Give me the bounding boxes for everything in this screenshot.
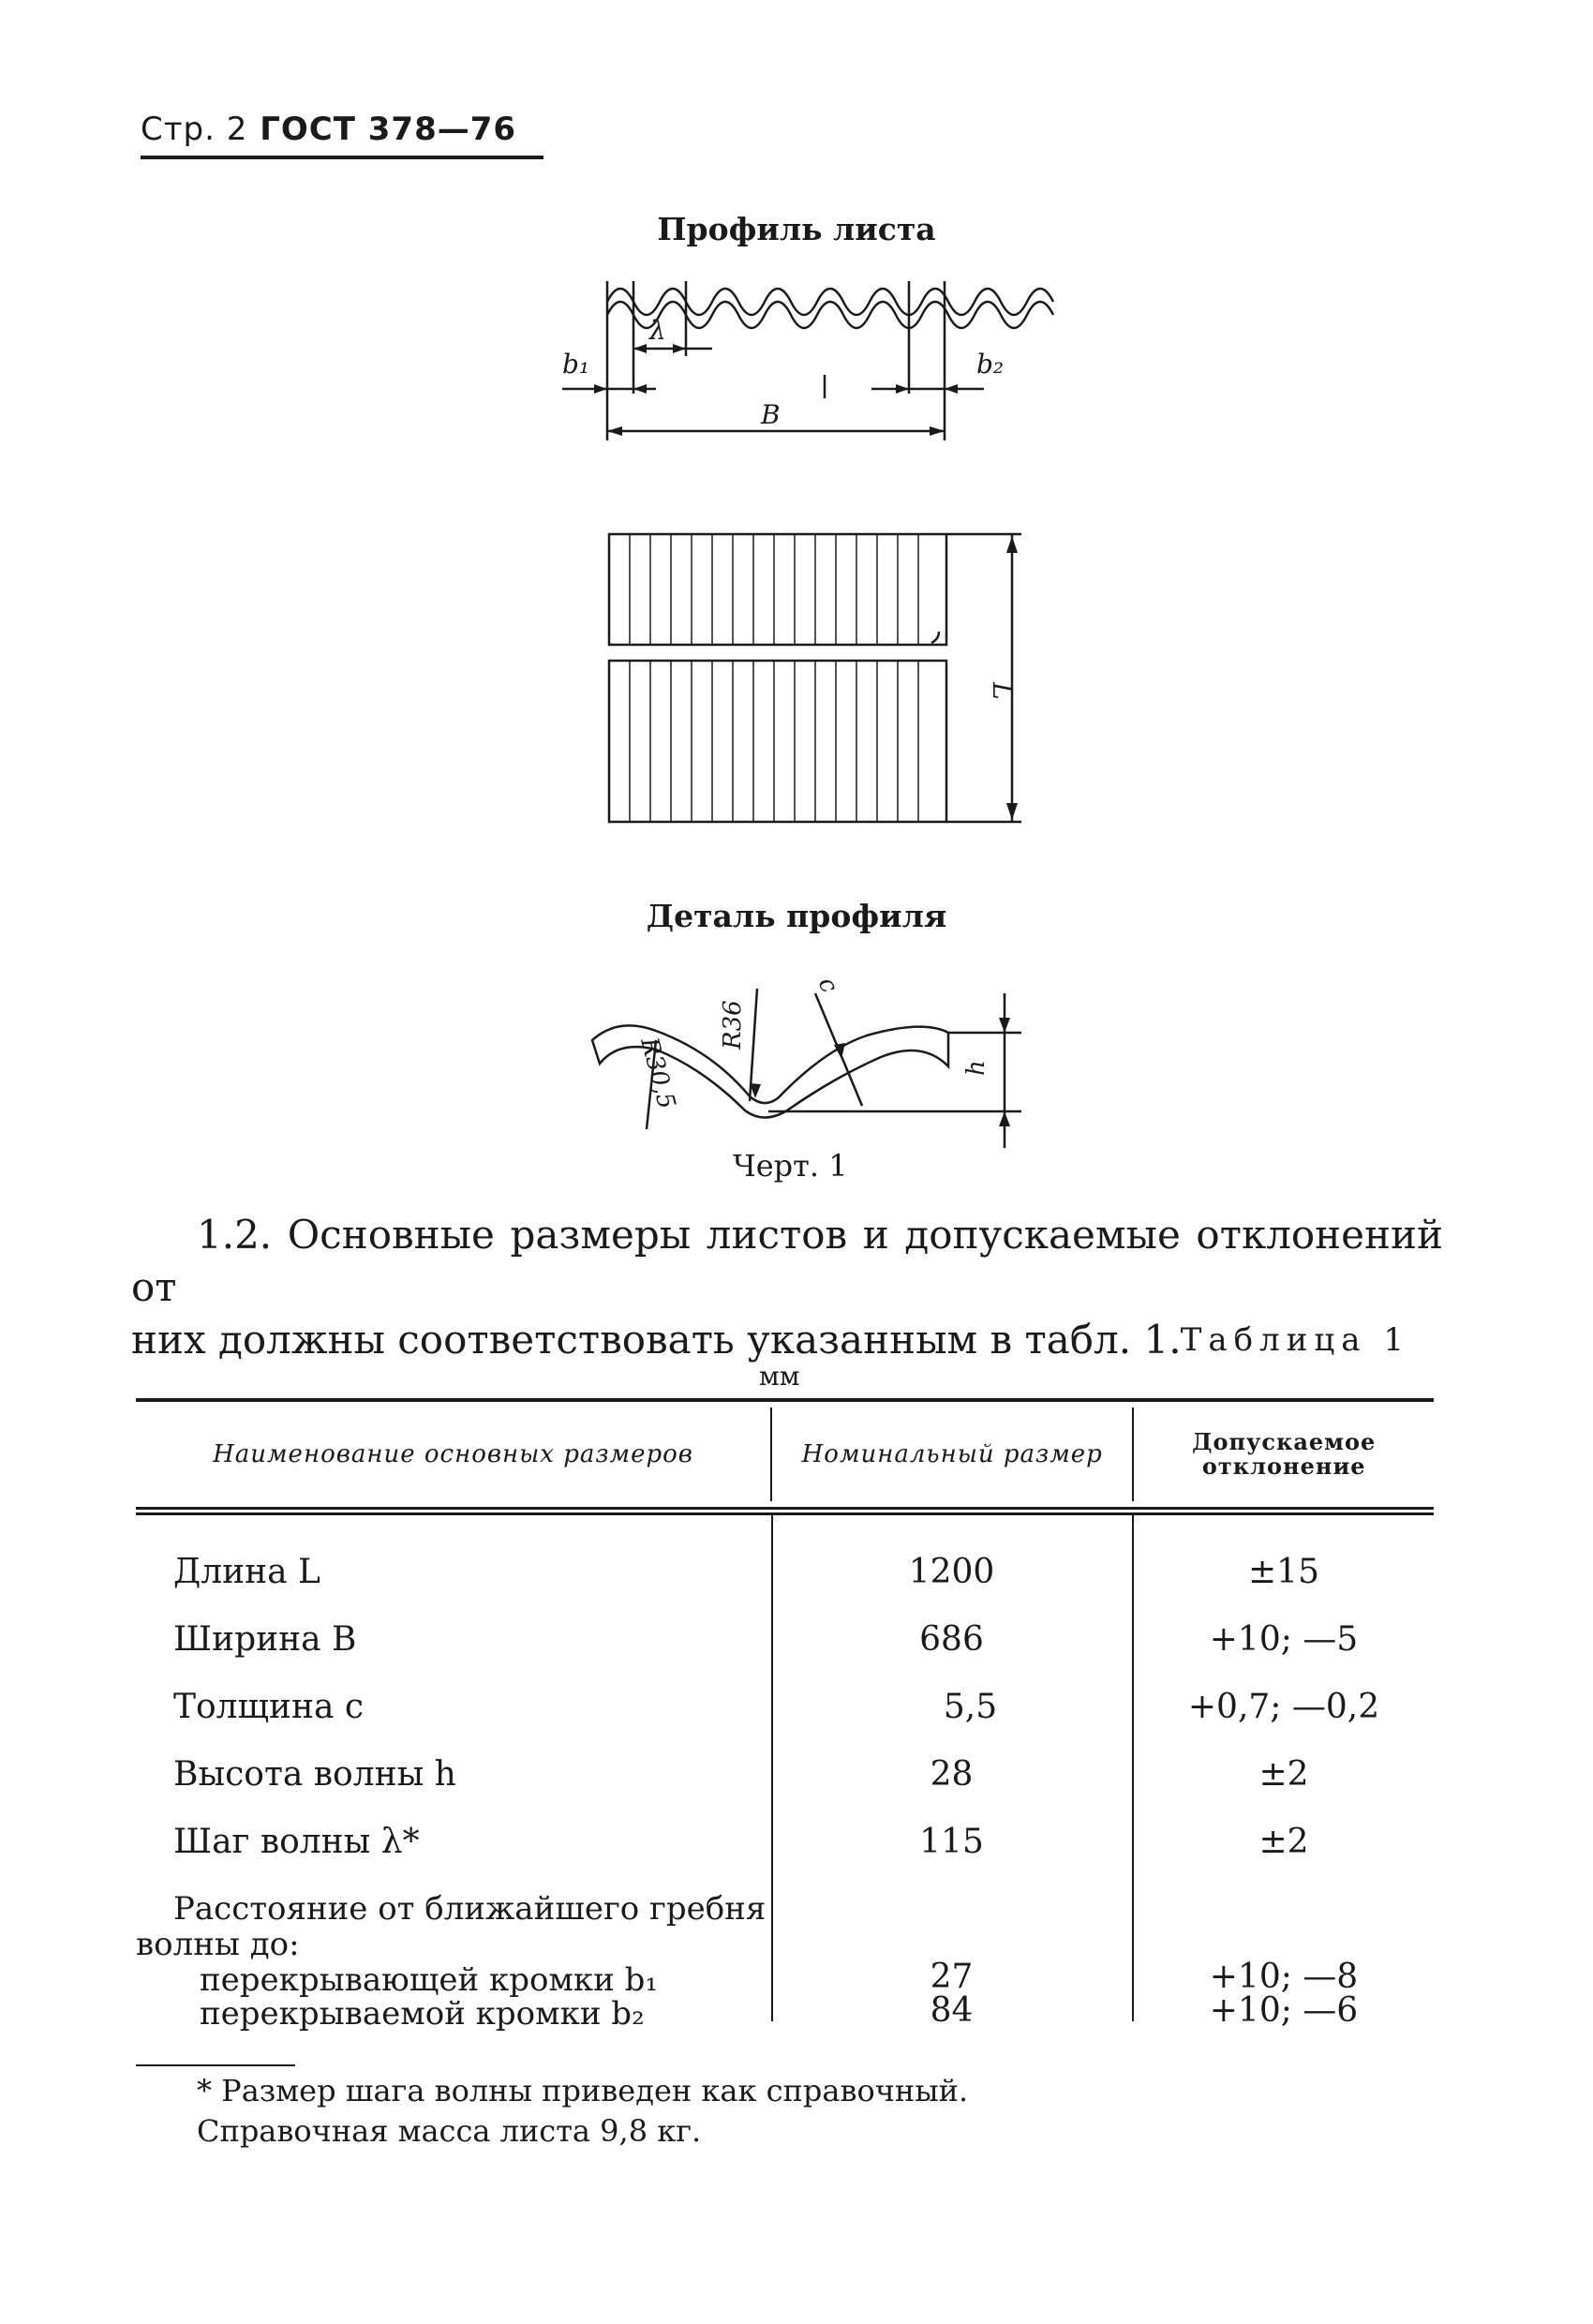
row-deviation: ±2 bbox=[1258, 1823, 1309, 1861]
standard-number: ГОСТ 378—76 bbox=[260, 111, 517, 148]
row-nominal: 115 bbox=[919, 1823, 984, 1861]
label-R36: R36 bbox=[719, 1000, 747, 1050]
row-deviation: +10; —5 bbox=[1209, 1620, 1359, 1659]
label-c: c bbox=[811, 973, 843, 998]
profile-wave-top bbox=[607, 289, 1053, 315]
footnote-rule bbox=[136, 2064, 295, 2066]
row-nominal: 84 bbox=[930, 1991, 974, 2030]
table-header bbox=[136, 1402, 1434, 1507]
row-deviation: ±2 bbox=[1258, 1755, 1309, 1794]
label-lambda: λ bbox=[649, 315, 666, 346]
row-name: Ширина B bbox=[173, 1620, 357, 1659]
header-deviation-line1: Допускаемое bbox=[1192, 1428, 1377, 1455]
header-deviation bbox=[1134, 1430, 1434, 1479]
header-rule bbox=[141, 156, 543, 159]
clause-line-1: 1.2. Основные размеры листов и допускаемые отклонений от bbox=[131, 1212, 1443, 1310]
row-deviation: +10; —6 bbox=[1209, 1991, 1359, 2030]
row-deviation: +10; —8 bbox=[1209, 1958, 1359, 1996]
table-label: Таблица 1 bbox=[1180, 1321, 1410, 1359]
label-b2: b₂ bbox=[976, 349, 1005, 380]
sheet-plan-bottom bbox=[609, 661, 946, 822]
header-name: Наименование основных размеров bbox=[213, 1440, 693, 1468]
page-number: Стр. 2 bbox=[141, 111, 248, 148]
clause-line-2: них должны соответствовать указанным в табл. 1. bbox=[131, 1317, 1182, 1363]
detail-profile-outer bbox=[592, 1025, 948, 1117]
table-units: мм bbox=[759, 1361, 800, 1392]
dimensions-table bbox=[136, 1398, 1434, 2033]
label-h: h bbox=[962, 1060, 990, 1076]
row-nominal: 27 bbox=[930, 1958, 974, 1996]
row-name: Длина L bbox=[173, 1553, 320, 1591]
footnote-1: * Размер шага волны приведен как справочный. bbox=[197, 2073, 969, 2108]
table-body bbox=[136, 1515, 1434, 2033]
header-deviation-line2: отклонение bbox=[1201, 1452, 1366, 1480]
page-header bbox=[141, 111, 516, 148]
group-title-line2: волны до: bbox=[136, 1926, 300, 1963]
label-L: L bbox=[987, 682, 1018, 700]
row-name: перекрываемой кромки b₂ bbox=[200, 1995, 645, 2033]
row-name: Высота волны h bbox=[173, 1755, 456, 1794]
label-R30-5: R30,5 bbox=[634, 1035, 681, 1112]
figure-caption: Черт. 1 bbox=[733, 1148, 848, 1184]
footnote-2: Справочная масса листа 9,8 кг. bbox=[197, 2113, 702, 2149]
row-deviation: ±15 bbox=[1248, 1553, 1319, 1591]
label-B: B bbox=[761, 399, 781, 430]
row-name: Толщина c bbox=[173, 1688, 365, 1726]
row-nominal: 1200 bbox=[908, 1553, 995, 1591]
group-title-line1: Расстояние от ближайшего гребня bbox=[173, 1890, 767, 1928]
row-nominal: 686 bbox=[919, 1620, 984, 1659]
sheet-plan-top bbox=[609, 534, 946, 645]
row-deviation: +0,7; —0,2 bbox=[1187, 1688, 1380, 1726]
detail-title: Деталь профиля bbox=[646, 898, 947, 934]
header-nominal: Номинальный размер bbox=[770, 1408, 1134, 1501]
row-name: перекрывающей кромки b₁ bbox=[200, 1961, 658, 1999]
profile-title: Профиль листа bbox=[657, 211, 936, 247]
row-name: Шаг волны λ* bbox=[173, 1823, 420, 1861]
table-header-rule bbox=[136, 1507, 1434, 1515]
row-nominal: 28 bbox=[930, 1755, 974, 1794]
profile-wave-bottom bbox=[607, 302, 1053, 328]
row-nominal: 5,5 bbox=[943, 1688, 998, 1726]
label-b1: b₁ bbox=[562, 349, 590, 380]
